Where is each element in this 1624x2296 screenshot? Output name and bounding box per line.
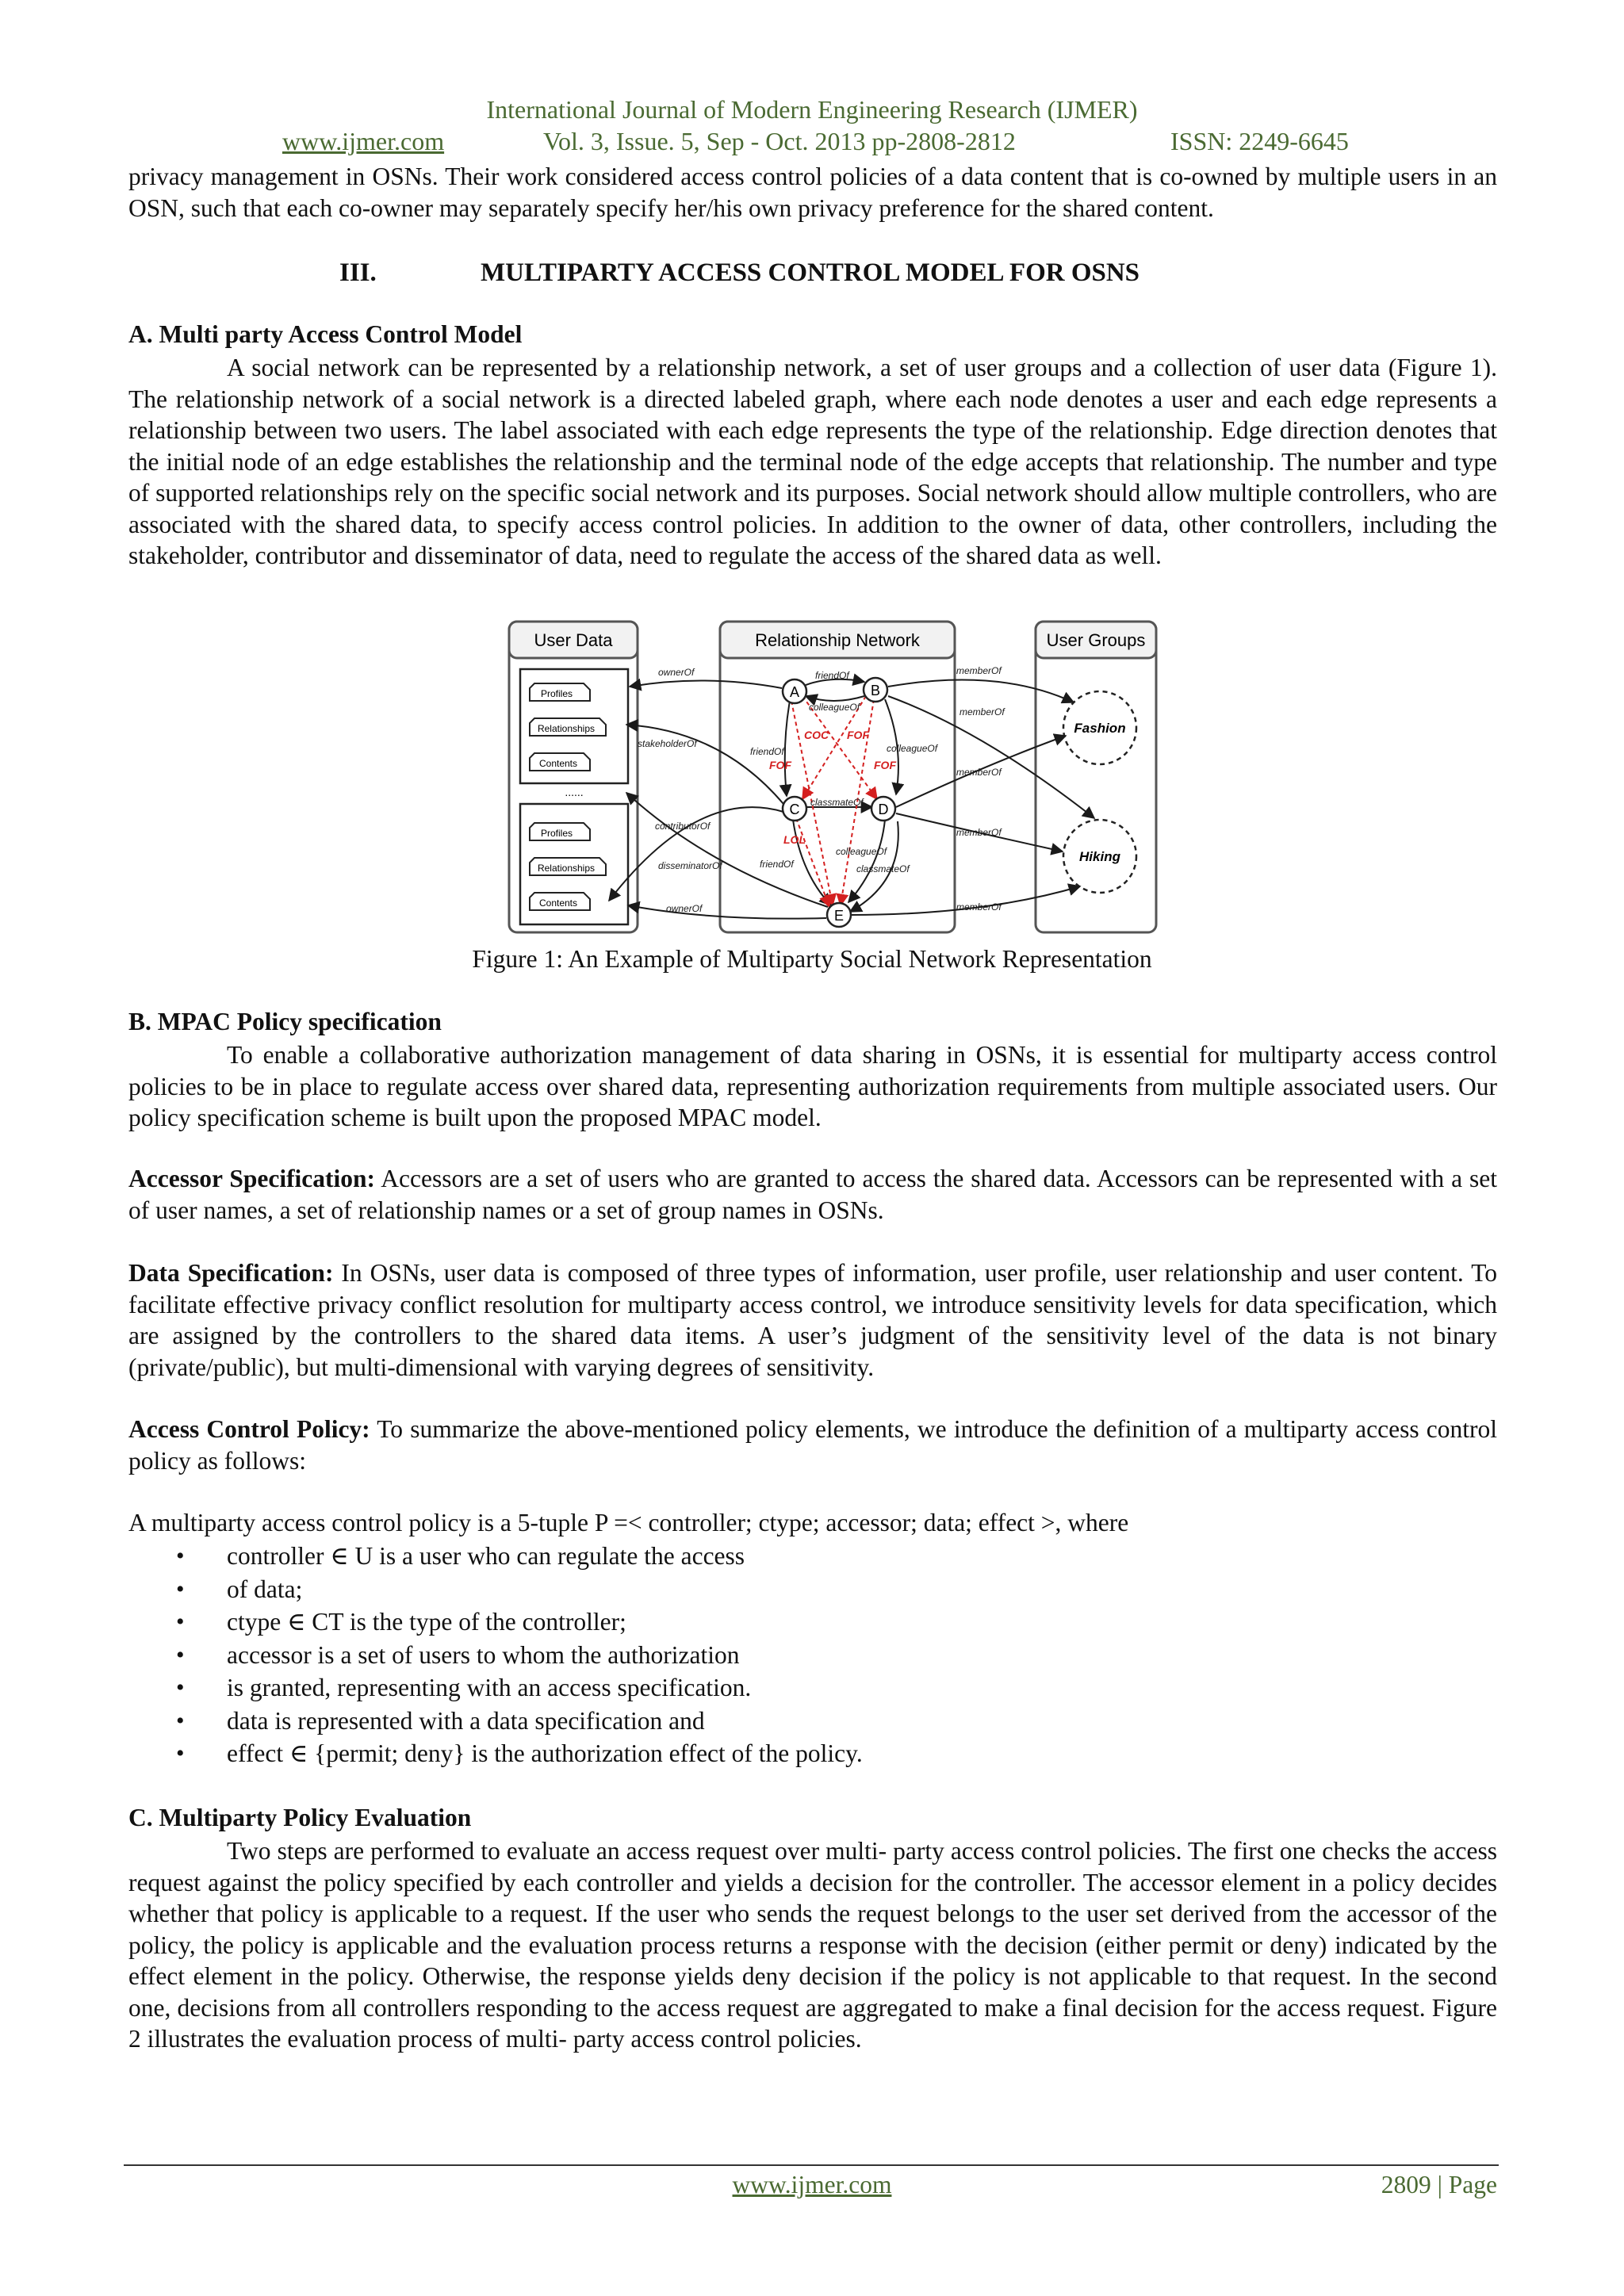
data-ellipsis: ...... xyxy=(565,786,584,798)
policy-element-list xyxy=(176,1540,863,1770)
derived-label-fof-3: FOF xyxy=(874,759,896,771)
edge-label-friendof-ce: friendOf xyxy=(760,859,794,870)
list-item: • is granted, representing with an access specification. xyxy=(176,1671,863,1705)
group-fashion xyxy=(1063,691,1136,764)
svg-text:B: B xyxy=(870,683,881,698)
disseminatorof-label: disseminatorOf xyxy=(658,860,722,871)
list-item: • accessor is a set of users to whom the authorization xyxy=(176,1639,863,1672)
relationship-network-panel xyxy=(720,622,955,932)
data-spec-label: Data Specification: xyxy=(128,1259,334,1287)
user-node-e xyxy=(827,903,851,927)
intro-text: privacy management in OSNs. Their work considered access control policies of a data content that is co-owned by multiple users in an OSN, such that each co-owner may separately specify her/his own privacy preference for the shared content. xyxy=(128,163,1497,222)
subsection-b-heading: B. MPAC Policy specification xyxy=(128,1008,442,1035)
user-node-a xyxy=(783,679,806,703)
derived-label-lol: LOL xyxy=(783,833,806,846)
svg-text:Profiles: Profiles xyxy=(540,688,573,699)
subsection-a-heading: A. Multi party Access Control Model xyxy=(128,320,523,348)
memberof-label-5: memberOf xyxy=(956,901,1002,913)
list-item: • ctype ∈ CT is the type of the controller; xyxy=(176,1605,863,1639)
volume-info: Vol. 3, Issue. 5, Sep - Oct. 2013 pp-2808-2812 xyxy=(543,127,1016,155)
edge-label-friendof-ac: friendOf xyxy=(750,746,784,757)
membership-labels xyxy=(956,665,1005,913)
subsection-b-text: To enable a collaborative authorization management of data sharing in OSNs, it is essential for multiparty access control policies to be in place to regulate access over shared data, representing authorization requirements from multiple associated users. Our policy specification scheme is built upon the proposed MPAC model. xyxy=(128,1041,1497,1131)
memberof-label-2: memberOf xyxy=(959,706,1005,718)
svg-text:Fashion: Fashion xyxy=(1074,721,1126,736)
user-node-d xyxy=(871,797,895,821)
list-item: • controller ∈ U is a user who can regulate the access xyxy=(176,1540,863,1573)
svg-text:C: C xyxy=(789,802,800,817)
group-hiking xyxy=(1063,820,1136,893)
list-item: • data is represented with a data specification and xyxy=(176,1705,863,1738)
svg-text:A: A xyxy=(789,684,800,700)
data-item-profiles-1 xyxy=(530,683,590,701)
relationship-edges xyxy=(785,679,898,912)
ownerof-label-1: ownerOf xyxy=(658,667,695,678)
user-groups-panel-title: User Groups xyxy=(1046,630,1146,650)
data-spec-text: In OSNs, user data is composed of three types of information, user profile, user relationship and user content. To facilitate effective privacy conflict resolution for multiparty access control, we introduce sensitivity levels for data specification, which are assigned by the controllers to the shared data items. A user’s judgment of the sensitivity level of the data is not binary (private/public), but multi-dimensional with varying degrees of sensitivity. xyxy=(128,1259,1497,1381)
subsection-c-body xyxy=(128,1835,1497,2055)
list-item: • of data; xyxy=(176,1573,863,1606)
access-policy-paragraph xyxy=(128,1414,1497,1476)
data-item-relationships-2 xyxy=(530,858,606,875)
svg-text:E: E xyxy=(833,908,845,924)
ownership-labels xyxy=(638,667,723,914)
user-data-panel-title: User Data xyxy=(534,630,613,650)
subsection-a-body xyxy=(128,352,1497,572)
user-node-b xyxy=(864,678,887,702)
svg-text:Contents: Contents xyxy=(538,758,578,769)
subsection-b-body xyxy=(128,1039,1497,1134)
access-policy-label: Access Control Policy: xyxy=(128,1415,370,1443)
journal-url-link[interactable]: www.ijmer.com xyxy=(282,127,445,155)
issn-info: ISSN: 2249-6645 xyxy=(1170,127,1349,155)
data-item-relationships-1 xyxy=(530,718,606,736)
data-item-profiles-2 xyxy=(530,823,590,840)
memberof-label-4: memberOf xyxy=(956,827,1002,838)
accessor-spec-paragraph xyxy=(128,1163,1497,1226)
contributorof-label: contributorOf xyxy=(655,821,710,832)
footer-url-link[interactable]: www.ijmer.com xyxy=(732,2171,892,2198)
svg-text:Relationships: Relationships xyxy=(537,863,596,874)
relationship-network-panel-title: Relationship Network xyxy=(755,630,920,650)
edge-label-classmateof-de: classmateOf xyxy=(856,863,910,874)
subsection-c-heading: C. Multiparty Policy Evaluation xyxy=(128,1804,472,1831)
svg-text:D: D xyxy=(878,802,889,817)
svg-text:Hiking: Hiking xyxy=(1079,849,1120,864)
figure-1 xyxy=(508,620,1158,936)
edge-label-colleagueof-ba: colleagueOf xyxy=(809,702,860,713)
data-item-contents-1 xyxy=(530,753,590,771)
derived-label-fof-1: FOF xyxy=(847,729,869,741)
accessor-spec-text: Accessors are a set of users who are granted to access the shared data. Accessors can be represented with a set of user names, a set of relationship names or a set of group names in OSNs. xyxy=(128,1165,1497,1224)
stakeholderof-label: stakeholderOf xyxy=(638,738,697,749)
user-node-c xyxy=(783,797,806,821)
edge-label-colleagueof-bd: colleagueOf xyxy=(887,743,938,754)
edge-label-classmateof-cd: classmateOf xyxy=(810,797,864,808)
section-title: MULTIPARTY ACCESS CONTROL MODEL FOR OSNS xyxy=(481,258,1140,287)
memberof-label-1: memberOf xyxy=(956,665,1002,676)
subsection-c-text: Two steps are performed to evaluate an access request over multi- party access control policies. The first one checks the access request against the policy specified by each controller and yields a decision for the controller. The accessor element in a policy decides whether that policy is applicable to a request. If the user who sends the request belongs to the user set derived from the accessor of the policy, the policy is applicable and the evaluation process returns a response with the decision (either permit or deny) indicated by the effect element in the policy. Otherwise, the response yields deny decision if the policy is not applicable to that request. In the second one, decisions from all controllers responding to the access request are aggregated to make a final decision for the access request. Figure 2 illustrates the evaluation process of multi- party access control policies. xyxy=(128,1837,1497,2053)
derived-label-coc: COC xyxy=(804,729,829,741)
footer-divider xyxy=(124,2164,1499,2166)
user-data-panel xyxy=(509,622,638,932)
page-number: 2809 | Page xyxy=(1381,2171,1497,2198)
derived-label-fof-2: FOF xyxy=(769,759,791,771)
figure-1-diagram xyxy=(508,620,1158,936)
intro-paragraph xyxy=(128,161,1497,224)
tuple-intro-text: A multiparty access control policy is a 5-tuple P =< controller; ctype; accessor; data; effect >, where xyxy=(128,1509,1129,1536)
memberof-label-3: memberOf xyxy=(956,767,1002,778)
svg-text:Relationships: Relationships xyxy=(537,723,596,734)
derived-labels xyxy=(769,729,896,846)
user-groups-panel xyxy=(1036,622,1156,932)
journal-title: International Journal of Modern Engineering Research (IJMER) xyxy=(486,95,1138,124)
tuple-intro-paragraph xyxy=(128,1507,1497,1539)
access-policy-text: To summarize the above-mentioned policy elements, we introduce the definition of a multiparty access control policy as follows: xyxy=(128,1415,1497,1475)
figure-1-caption: Figure 1: An Example of Multiparty Social Network Representation xyxy=(472,945,1152,973)
edge-label-colleagueof-de: colleagueOf xyxy=(836,846,887,857)
ownerof-label-2: ownerOf xyxy=(666,903,703,914)
edge-label-friendof-ab: friendOf xyxy=(815,670,849,681)
subsection-a-text: A social network can be represented by a relationship network, a set of user groups and a collection of user data (Figure 1). The relationship network of a social network is a directed labeled graph, where each node denotes a user and each edge represents a relationship between two users. The label associated with each edge represents the type of the relationship. Edge direction denotes that the initial node of an edge establishes the relationship and the terminal node of the edge accepts that relationship. The number and type of supported relationships rely on the specific social network and its purposes. Social network should allow multiple controllers, who are associated with the shared data, to specify access control policies. In addition to the owner of data, other controllers, including the stakeholder, contributor and disseminator of data, need to regulate the access of the shared data as well. xyxy=(128,354,1497,569)
list-item: • effect ∈ {permit; deny} is the authorization effect of the policy. xyxy=(176,1737,863,1770)
svg-text:Profiles: Profiles xyxy=(540,828,573,839)
section-number: III. xyxy=(339,258,377,287)
accessor-spec-label: Accessor Specification: xyxy=(128,1165,376,1192)
data-item-contents-2 xyxy=(530,893,590,910)
data-spec-paragraph xyxy=(128,1257,1497,1383)
svg-text:Contents: Contents xyxy=(538,897,578,909)
